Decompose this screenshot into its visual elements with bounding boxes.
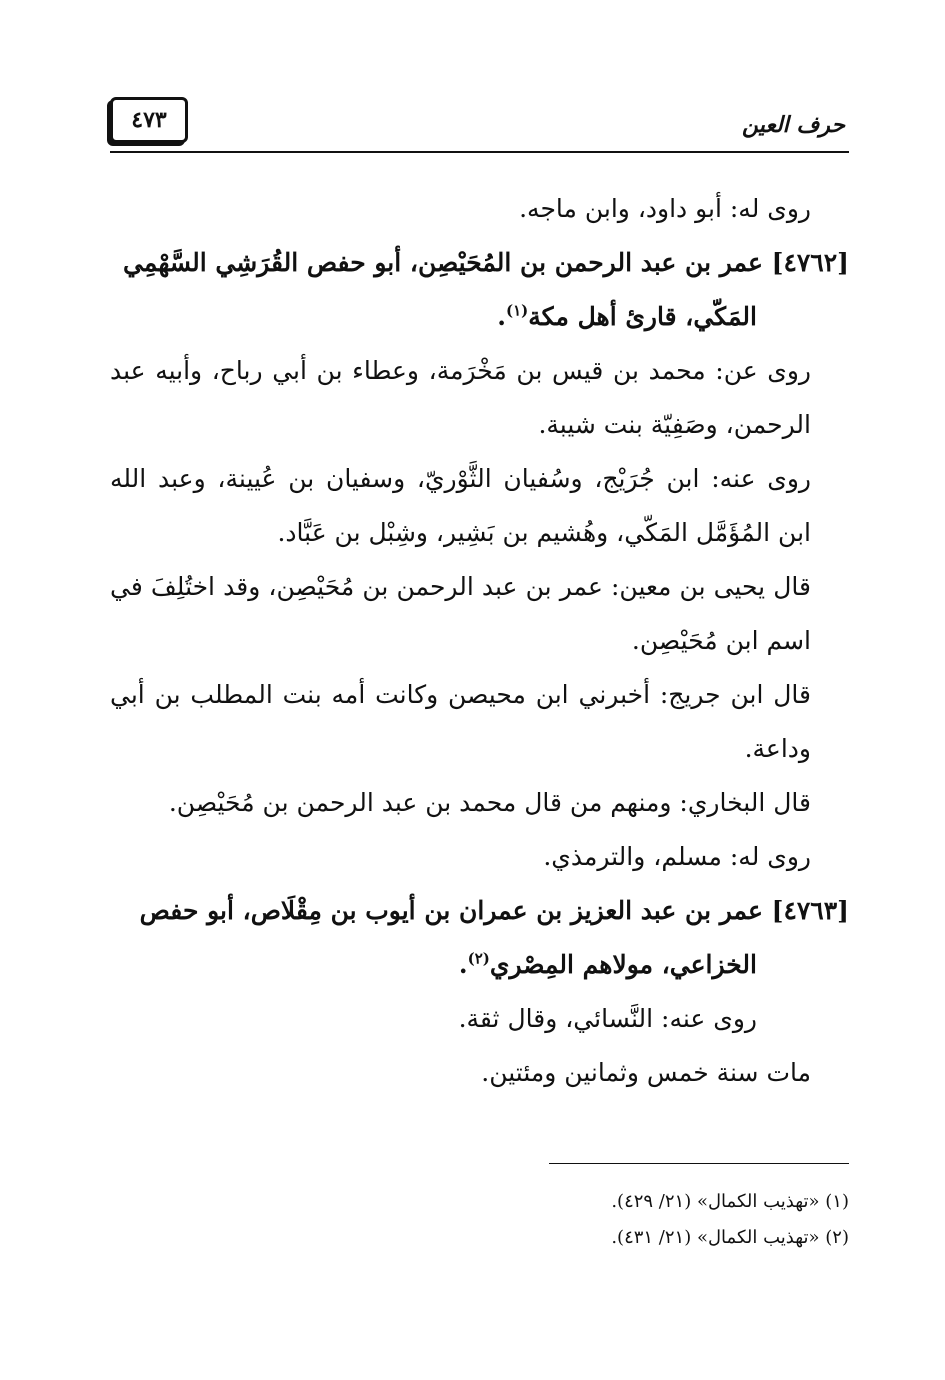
paragraph: روى له: مسلم، والترمذي. — [543, 842, 811, 871]
paragraph: مات سنة خمس وثمانين ومئتين. — [481, 1058, 811, 1087]
footnote-reference: (١) — [506, 301, 529, 320]
running-header-title: حرف العين — [741, 112, 845, 138]
paragraph: روى عنه: ابن جُرَيْج، وسُفيان الثَّوْريّ، وسفيان بن عُيينة، وعبد الله ابن المُؤَمَّل المَكّي، وهُشيم بن بَشِير، وشِبْل بن عَبَّاد. — [110, 464, 811, 547]
paragraph: قال يحيى بن معين: عمر بن عبد الرحمن بن مُحَيْصِن، وقد اختُلِفَ في اسم ابن مُحَيْصِن. — [110, 572, 811, 655]
paragraph: قال ابن جريج: أخبرني ابن محيصن وكانت أمه بنت المطلب بن أبي وداعة. — [110, 680, 811, 763]
footnotes — [110, 1184, 849, 1256]
footnote-divider — [549, 1163, 849, 1164]
footnote-reference: (٢) — [467, 949, 490, 968]
paragraph: روى له: أبو داود، وابن ماجه. — [519, 194, 811, 223]
paragraph: روى عن: محمد بن قيس بن مَخْرَمة، وعطاء بن أبي رباح، وأبيه عبد الرحمن، وصَفِيّة بنت شيبة. — [110, 356, 811, 439]
biography-entry-heading — [110, 236, 849, 344]
entry-heading-continuation: المَكّي، قارئ أهل مكة$^{(١)}$. — [497, 301, 757, 331]
entry-heading-continuation: الخزاعي، مولاهم المِصْري$^{(٢)}$. — [458, 949, 757, 979]
paragraph: قال البخاري: ومنهم من قال محمد بن عبد الرحمن بن مُحَيْصِن. — [168, 788, 811, 817]
entry-heading-text: الخزاعي، مولاهم المِصْري — [489, 950, 757, 979]
biography-entry-heading — [110, 884, 849, 992]
footnote: (١) «تهذيب الكمال» (٢١/ ٤٢٩). — [611, 1191, 849, 1212]
main-text — [110, 182, 849, 1100]
entry-heading-line: [٤٧٦٣] عمر بن عبد العزيز بن عمران بن أيوب بن مِقْلَاص، أبو حفص — [139, 896, 849, 925]
paragraph: روى عنه: النَّسائي، وقال ثقة. — [458, 1004, 757, 1033]
page-number: ٤٧٣ — [110, 97, 188, 143]
entry-heading-text: المَكّي، قارئ أهل مكة — [528, 302, 757, 331]
footnote: (٢) «تهذيب الكمال» (٢١/ ٤٣١). — [611, 1227, 849, 1248]
header-divider — [110, 151, 849, 153]
entry-heading-line: [٤٧٦٢] عمر بن عبد الرحمن بن المُحَيْصِن، أبو حفص القُرَشِي السَّهْمِي — [123, 248, 849, 277]
